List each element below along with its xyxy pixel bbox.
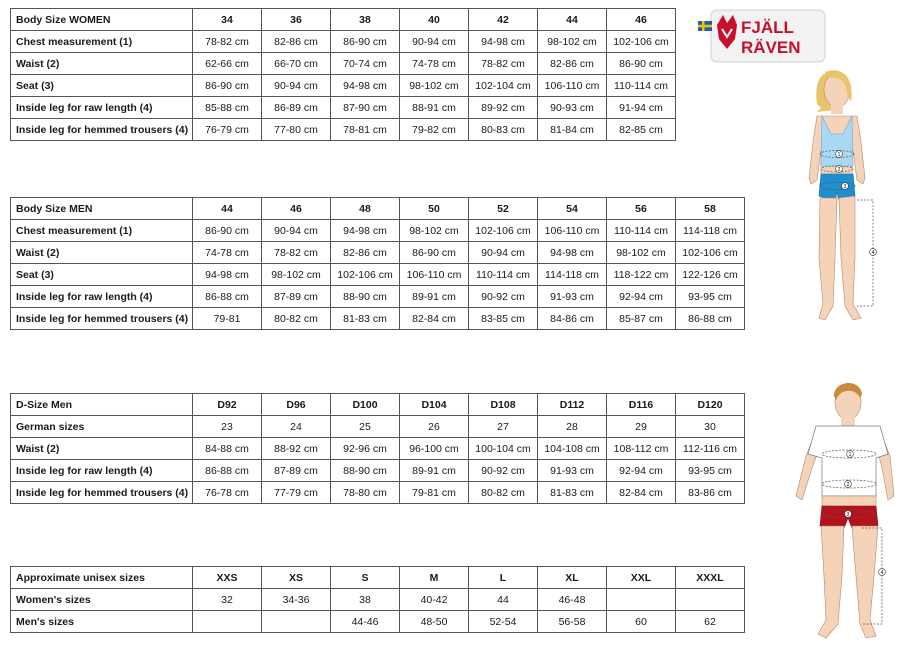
size-col: 44 (193, 198, 262, 220)
cell: 76-78 cm (193, 482, 262, 504)
cell: 114-118 cm (538, 264, 607, 286)
marker-label: 2 (837, 167, 841, 173)
marker-label: 4 (880, 570, 884, 576)
cell: 94-98 cm (331, 220, 400, 242)
men-size-table (10, 197, 745, 330)
cell: 94-98 cm (538, 242, 607, 264)
table-row (11, 308, 745, 330)
row-label: Seat (3) (11, 264, 193, 286)
cell: 100-104 cm (469, 438, 538, 460)
row-label: Waist (2) (11, 438, 193, 460)
size-col: 38 (331, 9, 400, 31)
cell: 112-116 cm (676, 438, 745, 460)
cell: 86-89 cm (262, 97, 331, 119)
cell: 82-84 cm (400, 308, 469, 330)
row-label: Inside leg for raw length (4) (11, 97, 193, 119)
cell: 52-54 (469, 611, 538, 633)
cell: 91-93 cm (538, 460, 607, 482)
cell: 87-90 cm (331, 97, 400, 119)
size-col: 44 (538, 9, 607, 31)
cell: 106-110 cm (400, 264, 469, 286)
cell: 83-86 cm (676, 482, 745, 504)
size-col: 40 (400, 9, 469, 31)
cell: 46-48 (538, 589, 607, 611)
table-row (11, 97, 676, 119)
cell: 90-93 cm (538, 97, 607, 119)
size-col: 56 (607, 198, 676, 220)
table-row (11, 416, 745, 438)
row-label: Women's sizes (11, 589, 193, 611)
table-header-row (11, 567, 745, 589)
cell: 86-90 cm (193, 220, 262, 242)
cell: 78-82 cm (262, 242, 331, 264)
cell: 88-92 cm (262, 438, 331, 460)
cell: 118-122 cm (607, 264, 676, 286)
cell: 89-92 cm (469, 97, 538, 119)
cell: 78-81 cm (331, 119, 400, 141)
header-label: Body Size MEN (11, 198, 193, 220)
cell: 25 (331, 416, 400, 438)
cell: 44-46 (331, 611, 400, 633)
cell: 86-90 cm (607, 53, 676, 75)
size-col: XXS (193, 567, 262, 589)
cell: 82-86 cm (331, 242, 400, 264)
cell: 29 (607, 416, 676, 438)
row-label: Chest measurement (1) (11, 31, 193, 53)
size-col: 48 (331, 198, 400, 220)
unisex-size-table (10, 566, 745, 633)
cell: 84-88 cm (193, 438, 262, 460)
header-label: Approximate unisex sizes (11, 567, 193, 589)
row-label: Inside leg for hemmed trousers (4) (11, 119, 193, 141)
cell: 82-84 cm (607, 482, 676, 504)
table-row (11, 31, 676, 53)
row-label: Seat (3) (11, 75, 193, 97)
table-row (11, 589, 745, 611)
marker-label: 1 (848, 452, 852, 458)
table-header-row (11, 394, 745, 416)
cell (193, 611, 262, 633)
cell: 24 (262, 416, 331, 438)
cell: 77-79 cm (262, 482, 331, 504)
cell: 84-86 cm (538, 308, 607, 330)
cell: 86-88 cm (193, 460, 262, 482)
size-col: 54 (538, 198, 607, 220)
cell: 96-100 cm (400, 438, 469, 460)
size-col: D116 (607, 394, 676, 416)
cell: 104-108 cm (538, 438, 607, 460)
cell: 98-102 cm (400, 220, 469, 242)
cell: 79-82 cm (400, 119, 469, 141)
cell: 92-94 cm (607, 460, 676, 482)
size-col: D92 (193, 394, 262, 416)
size-col: L (469, 567, 538, 589)
cell: 79-81 (193, 308, 262, 330)
marker-label: 4 (871, 250, 875, 256)
cell: 102-106 cm (676, 242, 745, 264)
row-label: Chest measurement (1) (11, 220, 193, 242)
cell: 66-70 cm (262, 53, 331, 75)
cell: 90-94 cm (262, 220, 331, 242)
cell: 90-94 cm (400, 31, 469, 53)
cell: 90-94 cm (262, 75, 331, 97)
cell: 30 (676, 416, 745, 438)
cell: 89-91 cm (400, 286, 469, 308)
cell: 86-90 cm (331, 31, 400, 53)
row-label: Waist (2) (11, 53, 193, 75)
marker-label: 1 (837, 152, 841, 158)
cell: 83-85 cm (469, 308, 538, 330)
cell: 82-86 cm (262, 31, 331, 53)
cell: 93-95 cm (676, 460, 745, 482)
cell: 106-110 cm (538, 220, 607, 242)
cell: 38 (331, 589, 400, 611)
cell: 108-112 cm (607, 438, 676, 460)
cell: 28 (538, 416, 607, 438)
cell: 23 (193, 416, 262, 438)
cell: 86-88 cm (193, 286, 262, 308)
cell: 81-84 cm (538, 119, 607, 141)
fjallraven-logo (697, 9, 827, 65)
table-header-row (11, 9, 676, 31)
row-label: Men's sizes (11, 611, 193, 633)
cell: 106-110 cm (538, 75, 607, 97)
cell: 80-83 cm (469, 119, 538, 141)
cell: 98-102 cm (262, 264, 331, 286)
cell: 78-82 cm (469, 53, 538, 75)
size-col: 36 (262, 9, 331, 31)
cell: 27 (469, 416, 538, 438)
cell: 90-94 cm (469, 242, 538, 264)
marker-label: 2 (846, 482, 850, 488)
table-row (11, 482, 745, 504)
table-row (11, 53, 676, 75)
table-row (11, 611, 745, 633)
women-size-table (10, 8, 676, 141)
logo-text-line2: RÄVEN (741, 38, 801, 57)
size-col: D100 (331, 394, 400, 416)
table-header-row (11, 198, 745, 220)
size-col: 46 (607, 9, 676, 31)
cell (676, 589, 745, 611)
cell: 86-88 cm (676, 308, 745, 330)
size-col: 50 (400, 198, 469, 220)
cell: 102-106 cm (469, 220, 538, 242)
cell: 87-89 cm (262, 460, 331, 482)
table-row (11, 264, 745, 286)
cell: 122-126 cm (676, 264, 745, 286)
cell: 44 (469, 589, 538, 611)
cell: 86-90 cm (193, 75, 262, 97)
cell: 102-104 cm (469, 75, 538, 97)
size-col: XS (262, 567, 331, 589)
row-label: Inside leg for raw length (4) (11, 286, 193, 308)
cell (607, 589, 676, 611)
marker-label: 3 (843, 184, 847, 190)
size-col: 52 (469, 198, 538, 220)
row-label: Inside leg for hemmed trousers (4) (11, 482, 193, 504)
size-col: 42 (469, 9, 538, 31)
cell: 86-90 cm (400, 242, 469, 264)
cell: 102-106 cm (607, 31, 676, 53)
cell: 94-98 cm (193, 264, 262, 286)
cell: 26 (400, 416, 469, 438)
cell: 74-78 cm (400, 53, 469, 75)
woman-body-figure (795, 68, 895, 330)
size-col: D120 (676, 394, 745, 416)
cell: 77-80 cm (262, 119, 331, 141)
cell: 92-96 cm (331, 438, 400, 460)
cell: 94-98 cm (469, 31, 538, 53)
cell (262, 611, 331, 633)
size-col: D108 (469, 394, 538, 416)
cell: 32 (193, 589, 262, 611)
cell: 90-92 cm (469, 286, 538, 308)
cell: 98-102 cm (607, 242, 676, 264)
table-row (11, 75, 676, 97)
table-row (11, 438, 745, 460)
cell: 92-94 cm (607, 286, 676, 308)
swedish-flag-icon (698, 21, 712, 31)
cell: 94-98 cm (331, 75, 400, 97)
cell: 93-95 cm (676, 286, 745, 308)
table-row (11, 460, 745, 482)
cell: 110-114 cm (607, 75, 676, 97)
cell: 82-85 cm (607, 119, 676, 141)
cell: 80-82 cm (262, 308, 331, 330)
cell: 40-42 (400, 589, 469, 611)
row-label: Inside leg for raw length (4) (11, 460, 193, 482)
size-col: S (331, 567, 400, 589)
cell: 88-90 cm (331, 460, 400, 482)
row-label: German sizes (11, 416, 193, 438)
cell: 60 (607, 611, 676, 633)
table-row (11, 286, 745, 308)
row-label: Waist (2) (11, 242, 193, 264)
cell: 80-82 cm (469, 482, 538, 504)
table-row (11, 119, 676, 141)
cell: 91-94 cm (607, 97, 676, 119)
cell: 56-58 (538, 611, 607, 633)
cell: 85-88 cm (193, 97, 262, 119)
cell: 70-74 cm (331, 53, 400, 75)
cell: 85-87 cm (607, 308, 676, 330)
cell: 114-118 cm (676, 220, 745, 242)
size-col: XXL (607, 567, 676, 589)
cell: 110-114 cm (469, 264, 538, 286)
table-row (11, 242, 745, 264)
row-label: Inside leg for hemmed trousers (4) (11, 308, 193, 330)
cell: 98-102 cm (400, 75, 469, 97)
cell: 79-81 cm (400, 482, 469, 504)
cell: 89-91 cm (400, 460, 469, 482)
size-col: 34 (193, 9, 262, 31)
cell: 102-106 cm (331, 264, 400, 286)
table-row (11, 220, 745, 242)
cell: 81-83 cm (538, 482, 607, 504)
cell: 91-93 cm (538, 286, 607, 308)
cell: 62 (676, 611, 745, 633)
size-col: XL (538, 567, 607, 589)
size-col: D96 (262, 394, 331, 416)
man-body-figure (790, 376, 898, 648)
cell: 78-82 cm (193, 31, 262, 53)
cell: 48-50 (400, 611, 469, 633)
cell: 62-66 cm (193, 53, 262, 75)
cell: 81-83 cm (331, 308, 400, 330)
size-col: D112 (538, 394, 607, 416)
cell: 76-79 cm (193, 119, 262, 141)
size-col: D104 (400, 394, 469, 416)
cell: 74-78 cm (193, 242, 262, 264)
cell: 98-102 cm (538, 31, 607, 53)
size-col: XXXL (676, 567, 745, 589)
header-label: Body Size WOMEN (11, 9, 193, 31)
cell: 90-92 cm (469, 460, 538, 482)
cell: 34-36 (262, 589, 331, 611)
cell: 87-89 cm (262, 286, 331, 308)
cell: 110-114 cm (607, 220, 676, 242)
marker-label: 3 (846, 512, 850, 518)
cell: 78-80 cm (331, 482, 400, 504)
size-col: 46 (262, 198, 331, 220)
header-label: D-Size Men (11, 394, 193, 416)
size-col: 58 (676, 198, 745, 220)
logo-text-line1: FJÄLL (741, 18, 794, 37)
cell: 82-86 cm (538, 53, 607, 75)
cell: 88-91 cm (400, 97, 469, 119)
size-col: M (400, 567, 469, 589)
cell: 88-90 cm (331, 286, 400, 308)
dsize-men-table (10, 393, 745, 504)
